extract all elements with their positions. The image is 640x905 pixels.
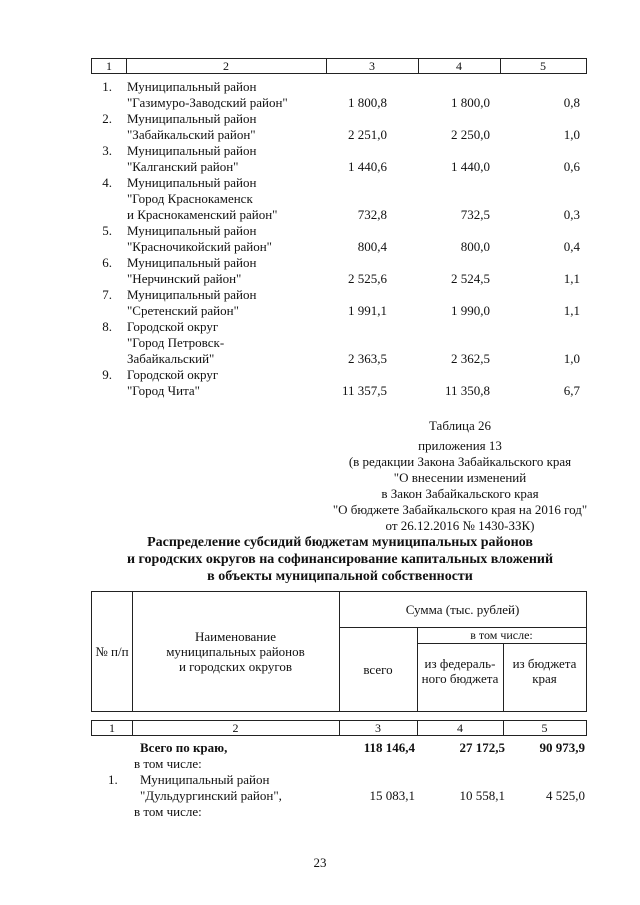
col-name-line: и городских округов — [178, 659, 293, 674]
row-value-col5: 0,8 — [563, 95, 580, 110]
total-sub-label: в том числе: — [134, 756, 202, 771]
total-value-all: 118 146,4 — [363, 740, 415, 755]
title-line: и городских округов на софинансирование капитальных вложений — [126, 552, 554, 567]
row-value-col5: 6,7 — [563, 383, 580, 398]
row-name-line: Муниципальный район — [140, 772, 270, 787]
row-value-regional: 4 525,0 — [546, 788, 585, 803]
col-name-line: Наименование — [195, 629, 276, 644]
col-sum-header: Сумма (тыс. рублей) — [405, 602, 520, 617]
row-value-col3: 800,4 — [357, 239, 387, 254]
main-col-4: 4 — [457, 721, 463, 735]
row-name-line: Муниципальный район — [127, 79, 257, 94]
appendix-line: (в редакции Закона Забайкальского края — [348, 454, 572, 469]
row-value-col5: 0,4 — [563, 239, 580, 254]
row-value-col4: 732,5 — [460, 207, 490, 222]
total-value-regional: 90 973,9 — [539, 740, 585, 755]
row-name-line: Муниципальный район — [127, 287, 257, 302]
col-name-header — [132, 629, 339, 674]
row-name-line: Муниципальный район — [127, 175, 257, 190]
row-value-col5: 1,1 — [563, 303, 580, 318]
row-value-all: 15 083,1 — [369, 788, 415, 803]
top-col-2: 2 — [223, 59, 229, 73]
row-number: 7. — [102, 287, 112, 302]
col-regional-header — [503, 656, 586, 686]
row-value-col4: 1 440,0 — [451, 159, 490, 174]
row-number: 8. — [102, 319, 112, 334]
main-table-header — [91, 591, 587, 712]
row-name-line: "Дульдургинский район", — [140, 788, 282, 803]
appendix-note — [320, 438, 600, 534]
appendix-line: в Закон Забайкальского края — [381, 486, 539, 501]
top-col-1: 1 — [106, 59, 112, 73]
row-name-line: Муниципальный район — [127, 255, 257, 270]
main-col-5: 5 — [541, 721, 548, 735]
row-name-line: Городской округ — [127, 367, 219, 382]
col-federal-header — [417, 656, 503, 686]
row-number: 1. — [102, 79, 112, 94]
row-value-col4: 800,0 — [460, 239, 490, 254]
row-value-col4: 1 800,0 — [451, 95, 490, 110]
row-value-col3: 2 363,5 — [348, 351, 387, 366]
title-line: Распределение субсидий бюджетам муниципальных районов — [147, 535, 533, 550]
row-sub-label: в том числе: — [134, 804, 202, 819]
row-name-line: "Нерчинский район" — [127, 271, 242, 286]
row-name-line: Муниципальный район — [127, 143, 257, 158]
document-title — [60, 534, 620, 585]
appendix-line: "О бюджете Забайкальского края на 2016 год" — [332, 502, 588, 517]
col-federal-line: из федераль- — [424, 656, 496, 671]
row-number: 9. — [102, 367, 112, 382]
row-value-col5: 1,1 — [563, 271, 580, 286]
row-value-col4: 2 362,5 — [451, 351, 490, 366]
row-value-col3: 732,8 — [357, 207, 387, 222]
top-table-header-row — [91, 58, 587, 74]
row-number: 2. — [102, 111, 112, 126]
row-number: 4. — [102, 175, 112, 190]
main-table-number-row — [91, 720, 587, 736]
col-federal-line: ного бюджета — [421, 671, 499, 686]
main-col-3: 3 — [375, 721, 381, 735]
col-regional-line: края — [532, 671, 557, 686]
row-name-line: "Красночикойский район" — [127, 239, 272, 254]
row-value-col4: 1 990,0 — [451, 303, 490, 318]
row-value-col4: 11 350,8 — [444, 383, 490, 398]
row-value-col3: 1 800,8 — [348, 95, 387, 110]
col-name-line: муниципальных районов — [166, 644, 305, 659]
row-number: 6. — [102, 255, 112, 270]
row-value-col4: 2 524,5 — [451, 271, 490, 286]
row-value-col3: 2 251,0 — [348, 127, 387, 142]
row-number: 1. — [108, 772, 118, 787]
row-value-col5: 1,0 — [563, 351, 580, 366]
appendix-line: от 26.12.2016 № 1430-ЗЗК) — [385, 518, 535, 533]
row-name-line: и Краснокаменский район" — [127, 207, 278, 222]
row-value-col4: 2 250,0 — [451, 127, 490, 142]
row-value-col3: 1 440,6 — [348, 159, 387, 174]
row-name-line: "Город Чита" — [127, 383, 200, 398]
col-total-header: всего — [363, 662, 393, 677]
col-number-header: № п/п — [95, 644, 129, 659]
table-caption: Таблица 26 — [428, 418, 492, 433]
row-name-line: "Газимуро-Заводский район" — [127, 95, 288, 110]
row-value-col3: 11 357,5 — [341, 383, 387, 398]
col-regional-line: из бюджета — [512, 656, 577, 671]
main-col-2: 2 — [232, 721, 239, 735]
row-value-col5: 0,3 — [563, 207, 580, 222]
row-value-col3: 1 991,1 — [348, 303, 387, 318]
top-col-4: 4 — [456, 59, 462, 73]
row-name-line: "Город Краснокаменск — [127, 191, 253, 206]
row-name-line: "Сретенский район" — [127, 303, 239, 318]
row-name-line: Муниципальный район — [127, 223, 257, 238]
row-name-line: "Калганский район" — [127, 159, 239, 174]
row-value-col3: 2 525,6 — [348, 271, 387, 286]
top-col-3: 3 — [369, 59, 375, 73]
row-name-line: Забайкальский" — [127, 351, 215, 366]
row-number: 3. — [102, 143, 112, 158]
row-name-line: Муниципальный район — [127, 111, 257, 126]
row-value-col5: 0,6 — [563, 159, 580, 174]
page-number: 23 — [313, 855, 327, 870]
col-including-header: в том числе: — [470, 628, 533, 642]
row-number: 5. — [102, 223, 112, 238]
top-col-5: 5 — [540, 59, 546, 73]
appendix-line: "О внесении изменений — [393, 470, 527, 485]
main-col-1: 1 — [109, 721, 115, 735]
row-value-federal: 10 558,1 — [459, 788, 505, 803]
total-value-federal: 27 172,5 — [459, 740, 505, 755]
row-value-col5: 1,0 — [563, 127, 580, 142]
appendix-line: приложения 13 — [418, 438, 502, 453]
row-name-line: "Забайкальский район" — [127, 127, 256, 142]
row-name-line: Городской округ — [127, 319, 219, 334]
title-line: в объекты муниципальной собственности — [207, 569, 473, 584]
total-label: Всего по краю, — [140, 740, 228, 755]
row-name-line: "Город Петровск- — [127, 335, 225, 350]
